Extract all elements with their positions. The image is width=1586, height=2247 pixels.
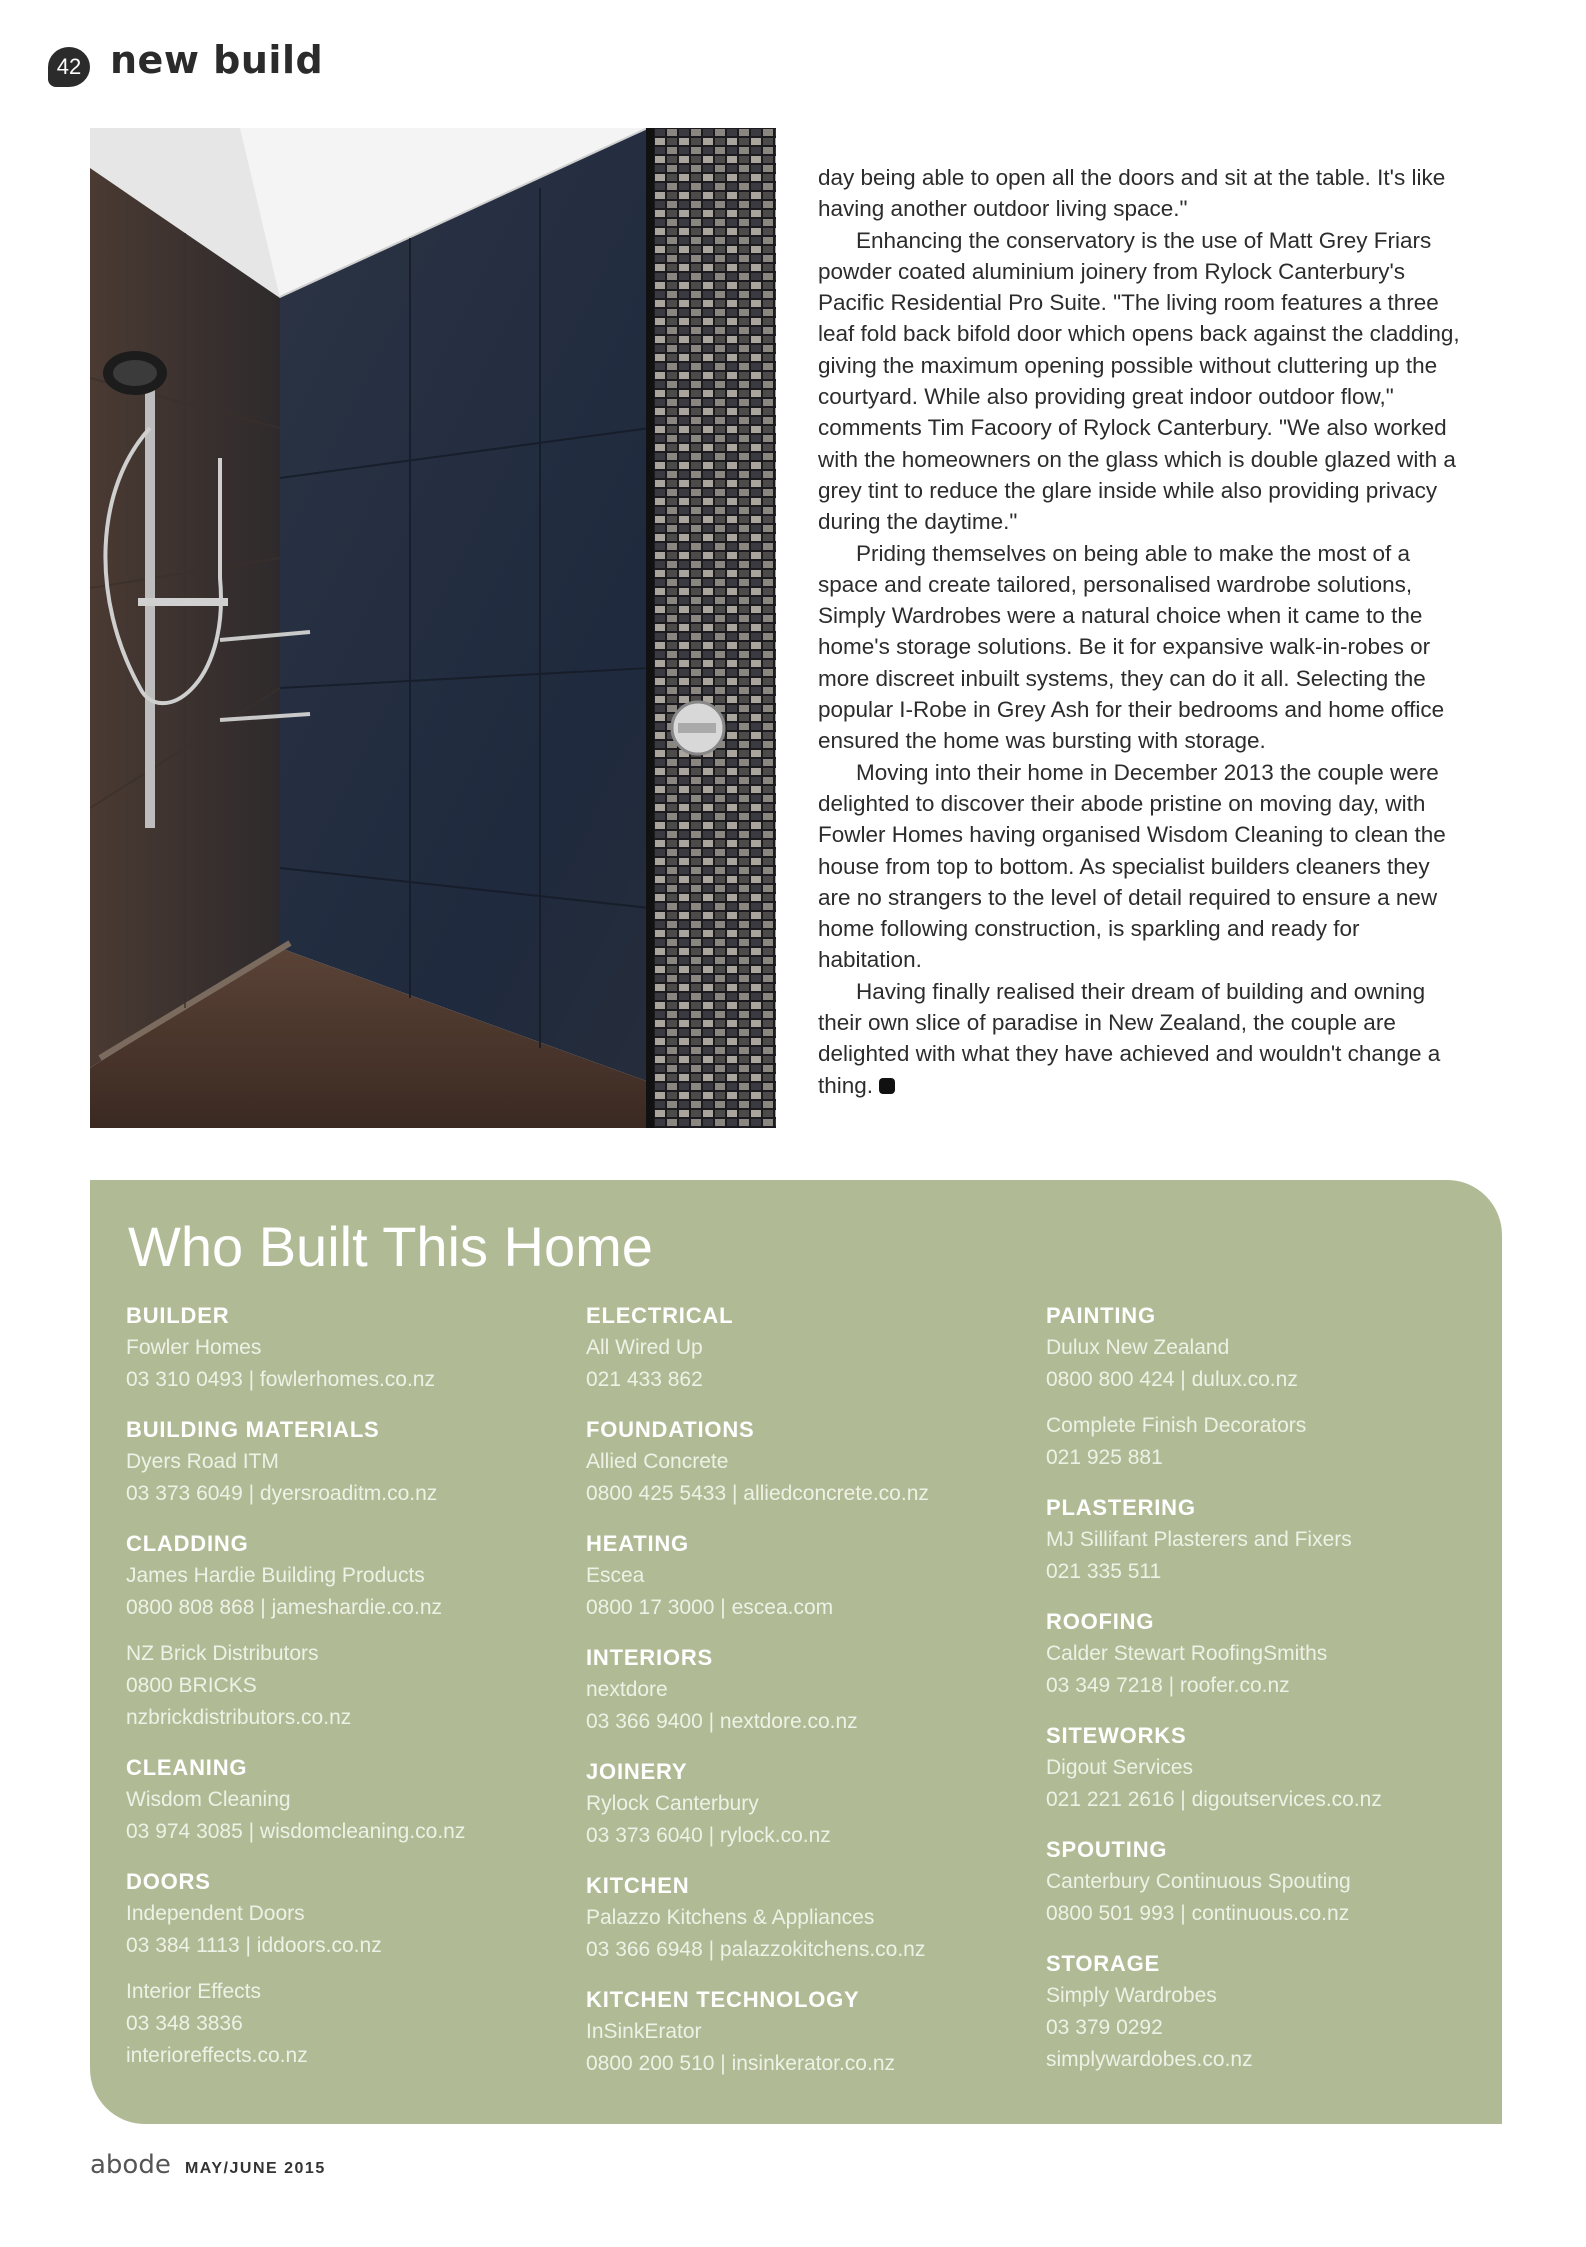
credit-entry [126,1784,566,1848]
credit-category [586,1528,1026,1624]
credits-title: Who Built This Home [128,1215,653,1278]
credit-contact: 0800 425 5433 | alliedconcrete.co.nz [586,1482,929,1505]
credit-company: James Hardie Building Products [126,1564,425,1587]
credit-contact: 03 384 1113 | iddoors.co.nz [126,1934,382,1957]
credit-category-title: FOUNDATIONS [586,1417,755,1442]
credit-category-title: CLEANING [126,1755,248,1780]
credit-entry [1046,1638,1486,1702]
footer [90,2150,326,2180]
credit-contact: 03 349 7218 | roofer.co.nz [1046,1674,1290,1697]
credit-company: Escea [586,1564,645,1587]
credit-category-title: CLADDING [126,1531,249,1556]
credit-category [126,1752,566,1848]
credit-category [586,1642,1026,1738]
magazine-brand: abode [90,2150,171,2180]
credit-entry [1046,1866,1486,1930]
credits-column [1046,1300,1486,2094]
credit-contact: 03 348 3836 [126,2012,243,2035]
credit-entry [126,1332,566,1396]
credit-contact: 0800 808 868 | jameshardie.co.nz [126,1596,443,1619]
credit-entry [1046,1524,1486,1588]
credit-contact: 0800 BRICKS [126,1674,257,1697]
credit-category [126,1300,566,1396]
credit-entry [126,1446,566,1510]
credit-entry [586,2016,1026,2080]
credit-entry [1046,1410,1486,1474]
section-title: new build [110,38,324,82]
end-mark-icon [879,1078,895,1094]
credit-company: nextdore [586,1678,668,1701]
shower-photo [90,128,776,1128]
credit-category [1046,1948,1486,2076]
credit-company: Calder Stewart RoofingSmiths [1046,1642,1328,1665]
credit-contact: 0800 200 510 | insinkerator.co.nz [586,2052,896,2075]
credit-company: Wisdom Cleaning [126,1788,291,1811]
credit-category-title: PAINTING [1046,1303,1156,1328]
credit-company: Canterbury Continuous Spouting [1046,1870,1351,1893]
credit-entry [586,1674,1026,1738]
credit-category-title: HEATING [586,1531,689,1556]
article-paragraph-text: Having finally realised their dream of building and owning their own slice of paradise in New Zealand, the couple are delighted with what they have achieved and wouldn't change a thing. [818,978,1441,1098]
credit-category [126,1528,566,1734]
credit-entry [1046,1980,1486,2076]
credit-contact: 03 373 6040 | rylock.co.nz [586,1824,831,1847]
credit-contact: 021 335 511 [1046,1560,1162,1583]
credit-category-title: ELECTRICAL [586,1303,734,1328]
credit-company: All Wired Up [586,1336,703,1359]
credit-category [1046,1606,1486,1702]
credit-category-title: DOORS [126,1869,211,1894]
credit-company: Rylock Canterbury [586,1792,759,1815]
credit-contact: interioreffects.co.nz [126,2044,308,2067]
credit-contact: 0800 800 424 | dulux.co.nz [1046,1368,1298,1391]
credit-category-title: JOINERY [586,1759,688,1784]
credit-contact: 0800 17 3000 | escea.com [586,1596,834,1619]
credit-category-title: SITEWORKS [1046,1723,1187,1748]
page-number: 42 [48,47,90,87]
credit-entry [586,1902,1026,1966]
credit-contact: 021 433 862 [586,1368,703,1391]
credit-entry [126,1638,566,1734]
credit-contact: 021 925 881 [1046,1446,1163,1469]
credit-company: Fowler Homes [126,1336,262,1359]
credit-company: Dyers Road ITM [126,1450,279,1473]
credit-contact: nzbrickdistributors.co.nz [126,1706,352,1729]
credit-contact: 03 310 0493 | fowlerhomes.co.nz [126,1368,435,1391]
credit-contact: 03 974 3085 | wisdomcleaning.co.nz [126,1820,466,1843]
credit-entry [126,1560,566,1624]
credit-contact: 0800 501 993 | continuous.co.nz [1046,1902,1350,1925]
credit-entry [1046,1752,1486,1816]
credit-entry [586,1332,1026,1396]
credit-contact: 03 373 6049 | dyersroaditm.co.nz [126,1482,438,1505]
article-paragraph: Priding themselves on being able to make the most of a space and create tailored, personalised wardrobe solutions, Simply Wardrobes were a natural choice when it came to the home's storage solutions. Be it for expansive walk-in-robes or more discreet inbuilt systems, they can do it all. Selecting the popular I-Robe in Grey Ash for their bedrooms and home office ensured the home was bursting with storage. [818,540,1445,754]
article-paragraph: day being able to open all the doors and sit at the table. It's like having another outdoor living space." [818,165,1446,222]
credit-category [586,1870,1026,1966]
credit-entry [586,1788,1026,1852]
credit-category-title: PLASTERING [1046,1495,1196,1520]
credit-category [586,1414,1026,1510]
credit-contact: 03 366 9400 | nextdore.co.nz [586,1710,858,1733]
credit-category-title: BUILDING MATERIALS [126,1417,380,1442]
credit-company: Interior Effects [126,1980,262,2003]
credit-entry [586,1560,1026,1624]
credit-entry [126,1898,566,1962]
issue-date: MAY/JUNE 2015 [184,2160,326,2177]
credit-company: Allied Concrete [586,1450,729,1473]
credit-category [586,1756,1026,1852]
credit-category [126,1866,566,2072]
credit-company: InSinkErator [586,2020,702,2043]
credit-company: Dulux New Zealand [1046,1336,1230,1359]
article-body [818,162,1460,1101]
article-paragraph: Enhancing the conservatory is the use of Matt Grey Friars powder coated aluminium joinery from Rylock Canterbury's Pacific Residential Pro Suite. "The living room features a three leaf fold back bifold door which opens back against the cladding, giving the maximum opening possible without cluttering up the courtyard. While also providing great indoor outdoor flow," comments Tim Facoory of Rylock Canterbury. "We also worked with the homeowners on the glass which is double glazed with a grey tint to reduce the glare inside while also providing privacy during the daytime." [818,227,1460,535]
credit-category-title: INTERIORS [586,1645,713,1670]
credit-category [1046,1492,1486,1588]
credit-category-title: ROOFING [1046,1609,1155,1634]
credit-contact: 03 379 0292 [1046,2016,1163,2039]
credit-contact: 021 221 2616 | digoutservices.co.nz [1046,1788,1382,1811]
credit-category-title: KITCHEN TECHNOLOGY [586,1987,860,2012]
credit-entry [586,1446,1026,1510]
credit-category [586,1300,1026,1396]
credit-category [586,1984,1026,2080]
credit-category-title: STORAGE [1046,1951,1160,1976]
credit-company: MJ Sillifant Plasterers and Fixers [1046,1528,1352,1551]
credit-company: Independent Doors [126,1902,305,1925]
credits-column [126,1300,566,2090]
article-paragraph: Moving into their home in December 2013 the couple were delighted to discover their abode pristine on moving day, with Fowler Homes having organised Wisdom Cleaning to clean the house from top to bottom. As specialist builders cleaners they are no strangers to the level of detail required to ensure a new home following construction, is sparkling and ready for habitation. [818,759,1446,973]
credits-panel [90,1180,1502,2124]
credit-category-title: KITCHEN [586,1873,690,1898]
credits-column [586,1300,1026,2098]
credit-entry [1046,1332,1486,1396]
article-paragraph [818,976,1460,1101]
credit-company: Complete Finish Decorators [1046,1414,1307,1437]
credit-entry [126,1976,566,2072]
credit-contact: simplywardobes.co.nz [1046,2048,1253,2071]
credit-category [126,1414,566,1510]
credit-category [1046,1300,1486,1474]
credit-category-title: SPOUTING [1046,1837,1168,1862]
credit-company: Digout Services [1046,1756,1194,1779]
credit-contact: 03 366 6948 | palazzokitchens.co.nz [586,1938,926,1961]
credit-company: Simply Wardrobes [1046,1984,1217,2007]
credit-category-title: BUILDER [126,1303,230,1328]
credit-category [1046,1720,1486,1816]
credit-category [1046,1834,1486,1930]
credit-company: NZ Brick Distributors [126,1642,319,1665]
credit-company: Palazzo Kitchens & Appliances [586,1906,875,1929]
